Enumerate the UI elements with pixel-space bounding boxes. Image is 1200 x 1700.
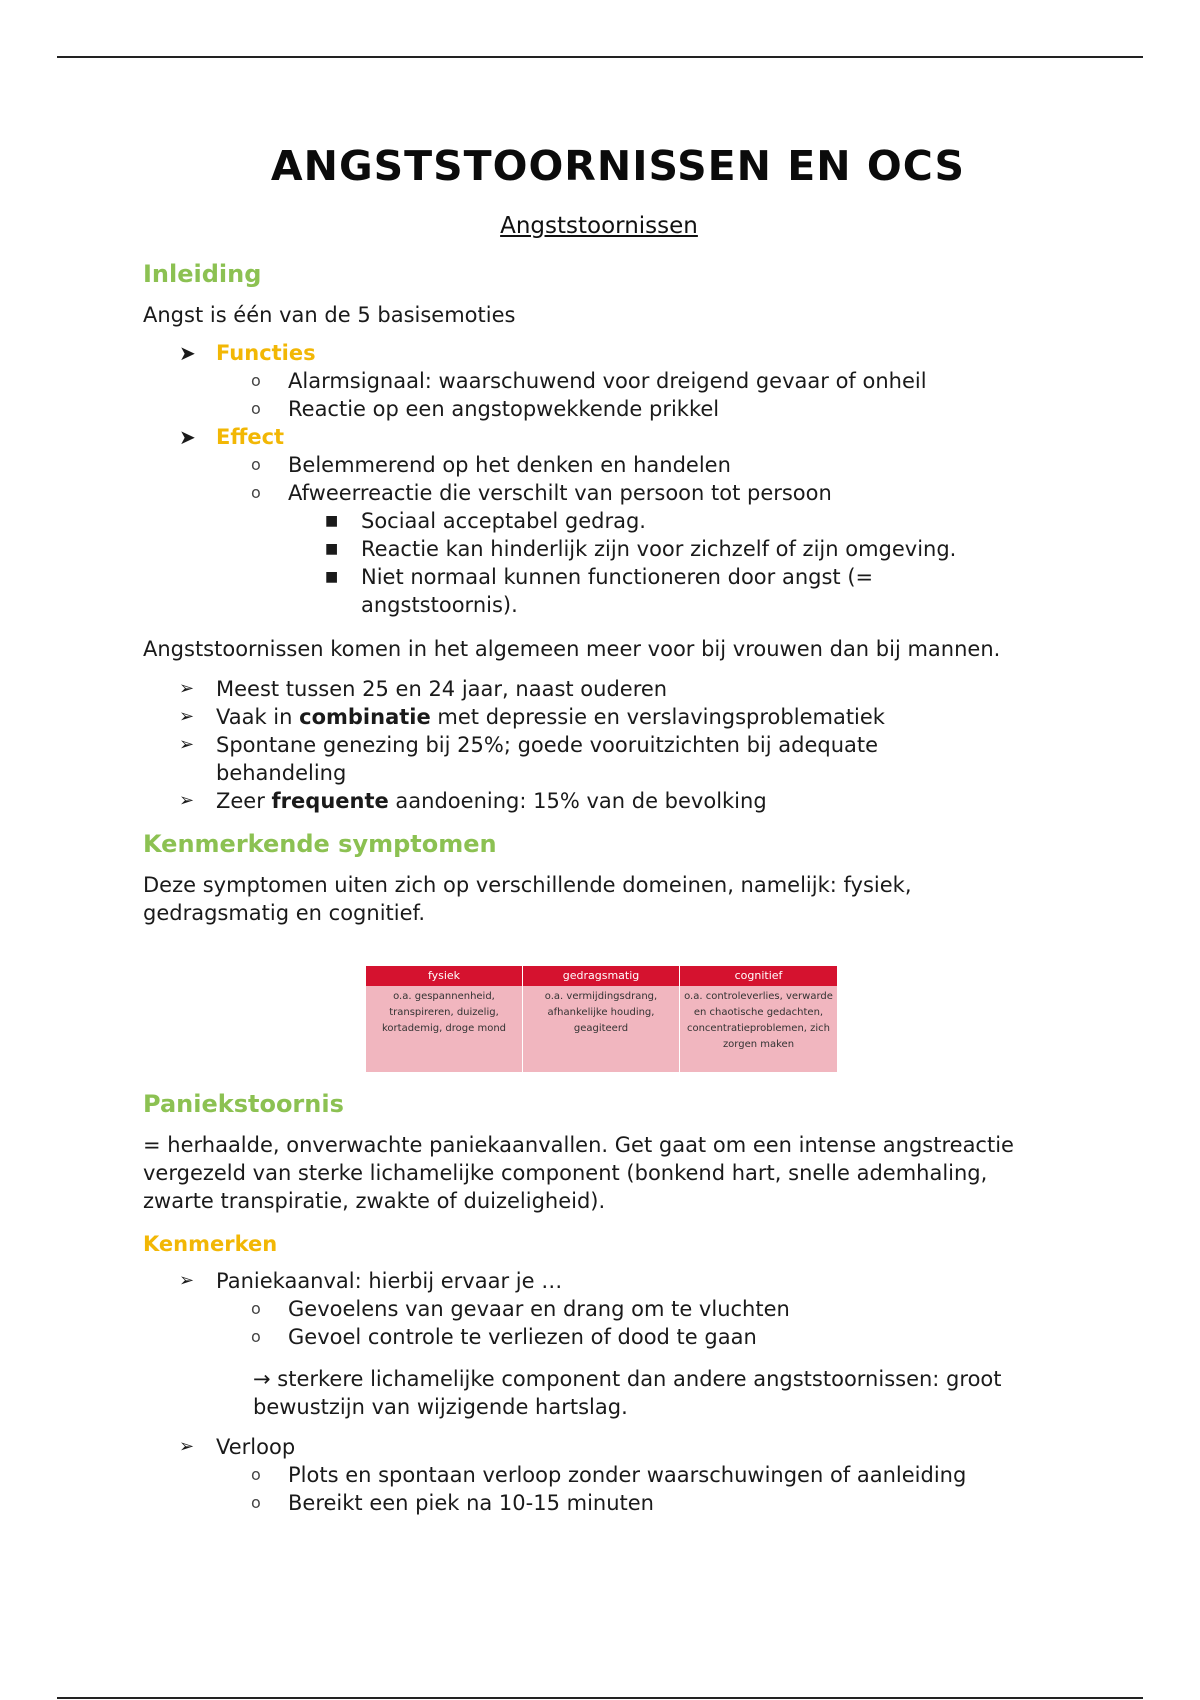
heading-inleiding: Inleiding (143, 260, 262, 288)
table-cell: o.a. gespannenheid, transpireren, duizelig, kortademig, droge mond (366, 986, 523, 1072)
gender-text: Angststoornissen komen in het algemeen meer voor bij vrouwen dan bij mannen. (143, 637, 1001, 661)
document-subtitle: Angststoornissen (500, 213, 698, 239)
arrow-bullet-icon: ➤ (179, 425, 196, 449)
functies-label: Functies (216, 341, 316, 365)
list-item: ■ Reactie kan hinderlijk zijn voor zichzelf of zijn omgeving. (325, 537, 957, 561)
list-item (143, 339, 1083, 367)
heading-kenmerken: Kenmerken (143, 1232, 278, 1256)
intro-text: Angst is één van de 5 basisemoties (143, 303, 516, 327)
arrow-bullet-icon: ➢ (179, 1270, 195, 1291)
header-rule (57, 56, 1143, 58)
list-item: o Plots en spontaan verloop zonder waarschuwingen of aanleiding (251, 1463, 967, 1487)
paniek-section (143, 1087, 1083, 1517)
table-cell: o.a. controleverlies, verwarde en chaotische gedachten, concentratieproblemen, zich zorgen maken (680, 986, 838, 1072)
list-item: ➢ Zeer frequente aandoening: 15% van de bevolking (179, 789, 767, 813)
circle-bullet-icon: o (251, 1493, 261, 1512)
list-item: ➢ Meest tussen 25 en 24 jaar, naast ouderen (179, 677, 668, 701)
list-item: ➢ Spontane genezing bij 25%; goede vooruitzichten bij adequate behandeling (179, 733, 879, 785)
aanval-note: → sterkere lichamelijke component dan andere angststoornissen: groot bewustzijn van wijzigende hartslag. (253, 1367, 1002, 1419)
heading-paniekstoornis: Paniekstoornis (143, 1090, 344, 1118)
list-item: ■ Sociaal acceptabel gedrag. (325, 509, 646, 533)
list-item: o Bereikt een piek na 10-15 minuten (251, 1491, 654, 1515)
symptoms-table (366, 966, 838, 1072)
table-header: gedragsmatig (523, 966, 680, 986)
heading-symptomen: Kenmerkende symptomen (143, 830, 497, 858)
list-item: ■ Niet normaal kunnen functioneren door angst (= angststoornis). (325, 565, 874, 617)
arrow-bullet-icon: ➢ (179, 1436, 195, 1457)
list-item: o Belemmerend op het denken en handelen (251, 453, 731, 477)
arrow-bullet-icon: ➢ (179, 678, 195, 699)
list-item: ➢ Paniekaanval: hierbij ervaar je … (179, 1269, 563, 1293)
list-item: o Reactie op een angstopwekkende prikkel (251, 397, 720, 421)
footer-rule (57, 1697, 1143, 1699)
arrow-bullet-icon: ➢ (179, 706, 195, 727)
list-item (143, 423, 1083, 451)
arrow-bullet-icon: ➢ (179, 790, 195, 811)
circle-bullet-icon: o (251, 1327, 261, 1346)
symptomen-text: Deze symptomen uiten zich op verschillende domeinen, namelijk: fysiek, gedragsmatig en cognitief. (143, 873, 912, 925)
list-item: o Gevoel controle te verliezen of dood te gaan (251, 1325, 757, 1349)
table-header: fysiek (366, 966, 523, 986)
square-bullet-icon: ■ (325, 569, 339, 585)
document-body (143, 257, 1083, 927)
arrow-bullet-icon: ➤ (179, 341, 196, 365)
list-item: ➢ Verloop (179, 1435, 296, 1459)
effect-label: Effect (216, 425, 285, 449)
document-title: ANGSTSTOORNISSEN EN OCS (270, 142, 966, 190)
square-bullet-icon: ■ (325, 541, 339, 557)
paniek-definition: = herhaalde, onverwachte paniekaanvallen. Get gaat om een intense angstreactie vergezeld van sterke lichamelijke component (bonkend hart, snelle ademhaling, zwarte transpiratie, zwakte of duizeligheid). (143, 1133, 1014, 1213)
list-item: ➢ Vaak in combinatie met depressie en verslavingsproblematiek (179, 705, 885, 729)
square-bullet-icon: ■ (325, 513, 339, 529)
table-header: cognitief (680, 966, 838, 986)
list-item: o Afweerreactie die verschilt van persoon tot persoon (251, 481, 832, 505)
arrow-bullet-icon: ➢ (179, 734, 195, 755)
circle-bullet-icon: o (251, 1465, 261, 1484)
circle-bullet-icon: o (251, 399, 261, 418)
list-item: o Alarmsignaal: waarschuwend voor dreigend gevaar of onheil (251, 369, 927, 393)
table-cell: o.a. vermijdingsdrang, afhankelijke houding, geagiteerd (523, 986, 680, 1072)
circle-bullet-icon: o (251, 483, 261, 502)
circle-bullet-icon: o (251, 1299, 261, 1318)
circle-bullet-icon: o (251, 455, 261, 474)
list-item: o Gevoelens van gevaar en drang om te vluchten (251, 1297, 790, 1321)
circle-bullet-icon: o (251, 371, 261, 390)
